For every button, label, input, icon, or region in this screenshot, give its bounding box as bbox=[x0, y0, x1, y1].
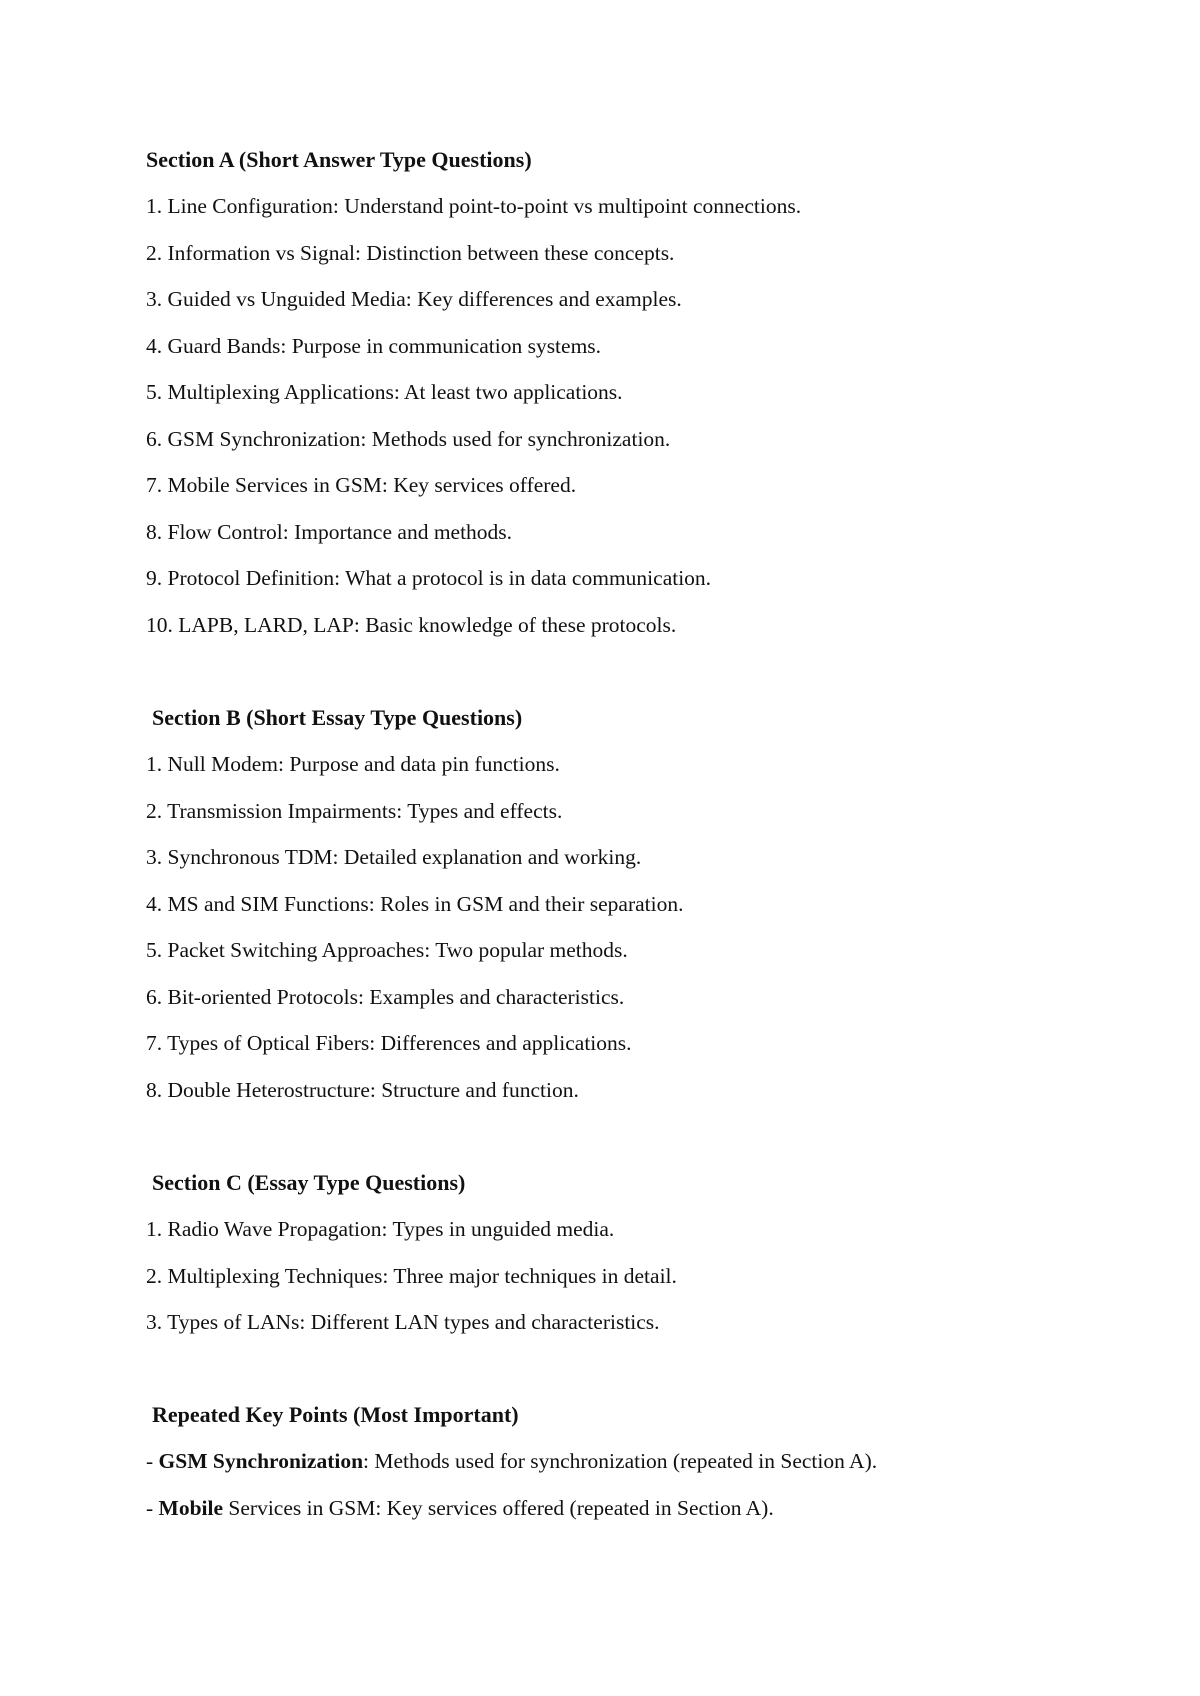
section-c-item: 2. Multiplexing Techniques: Three major techniques in detail. bbox=[146, 1264, 677, 1288]
section-b-item: 6. Bit-oriented Protocols: Examples and characteristics. bbox=[146, 985, 625, 1009]
section-a-item: 9. Protocol Definition: What a protocol is in data communication. bbox=[146, 566, 712, 590]
section-a-item: 7. Mobile Services in GSM: Key services offered. bbox=[146, 473, 577, 497]
repeated-item-rest: : Methods used for synchronization (repeated in Section A). bbox=[363, 1449, 878, 1473]
section-b-item: 4. MS and SIM Functions: Roles in GSM and their separation. bbox=[146, 892, 684, 916]
section-a-item: 2. Information vs Signal: Distinction between these concepts. bbox=[146, 241, 675, 265]
repeated-item-rest: Services in GSM: Key services offered (repeated in Section A). bbox=[223, 1496, 774, 1520]
section-a-item: 5. Multiplexing Applications: At least two applications. bbox=[146, 380, 623, 404]
section-b-item: 2. Transmission Impairments: Types and effects. bbox=[146, 799, 563, 823]
repeated-item bbox=[146, 1448, 877, 1474]
section-b-item: 7. Types of Optical Fibers: Differences and applications. bbox=[146, 1031, 632, 1055]
repeated-item-bold: Mobile bbox=[158, 1496, 224, 1520]
section-a-item: 1. Line Configuration: Understand point-to-point vs multipoint connections. bbox=[146, 194, 802, 218]
section-a-item: 8. Flow Control: Importance and methods. bbox=[146, 520, 513, 544]
section-c-item: 1. Radio Wave Propagation: Types in unguided media. bbox=[146, 1217, 615, 1241]
section-a-item: 10. LAPB, LARD, LAP: Basic knowledge of these protocols. bbox=[146, 613, 677, 637]
repeated-item bbox=[146, 1495, 774, 1521]
section-c-item: 3. Types of LANs: Different LAN types and characteristics. bbox=[146, 1310, 660, 1334]
repeated-item-bold: GSM Synchronization bbox=[158, 1449, 364, 1473]
section-b-heading: Section B (Short Essay Type Questions) bbox=[152, 705, 523, 730]
section-a-item: 4. Guard Bands: Purpose in communication systems. bbox=[146, 334, 602, 358]
section-b-item: 5. Packet Switching Approaches: Two popular methods. bbox=[146, 938, 628, 962]
section-b-item: 1. Null Modem: Purpose and data pin functions. bbox=[146, 752, 560, 776]
section-a-item: 6. GSM Synchronization: Methods used for synchronization. bbox=[146, 427, 671, 451]
repeated-item-prefix: - bbox=[146, 1449, 159, 1473]
section-a-heading: Section A (Short Answer Type Questions) bbox=[146, 147, 532, 172]
section-b-item: 8. Double Heterostructure: Structure and function. bbox=[146, 1078, 579, 1102]
section-c-heading: Section C (Essay Type Questions) bbox=[152, 1170, 466, 1195]
repeated-heading: Repeated Key Points (Most Important) bbox=[152, 1402, 519, 1427]
section-b-item: 3. Synchronous TDM: Detailed explanation and working. bbox=[146, 845, 642, 869]
section-a-item: 3. Guided vs Unguided Media: Key differences and examples. bbox=[146, 287, 682, 311]
repeated-item-prefix: - bbox=[146, 1496, 159, 1520]
